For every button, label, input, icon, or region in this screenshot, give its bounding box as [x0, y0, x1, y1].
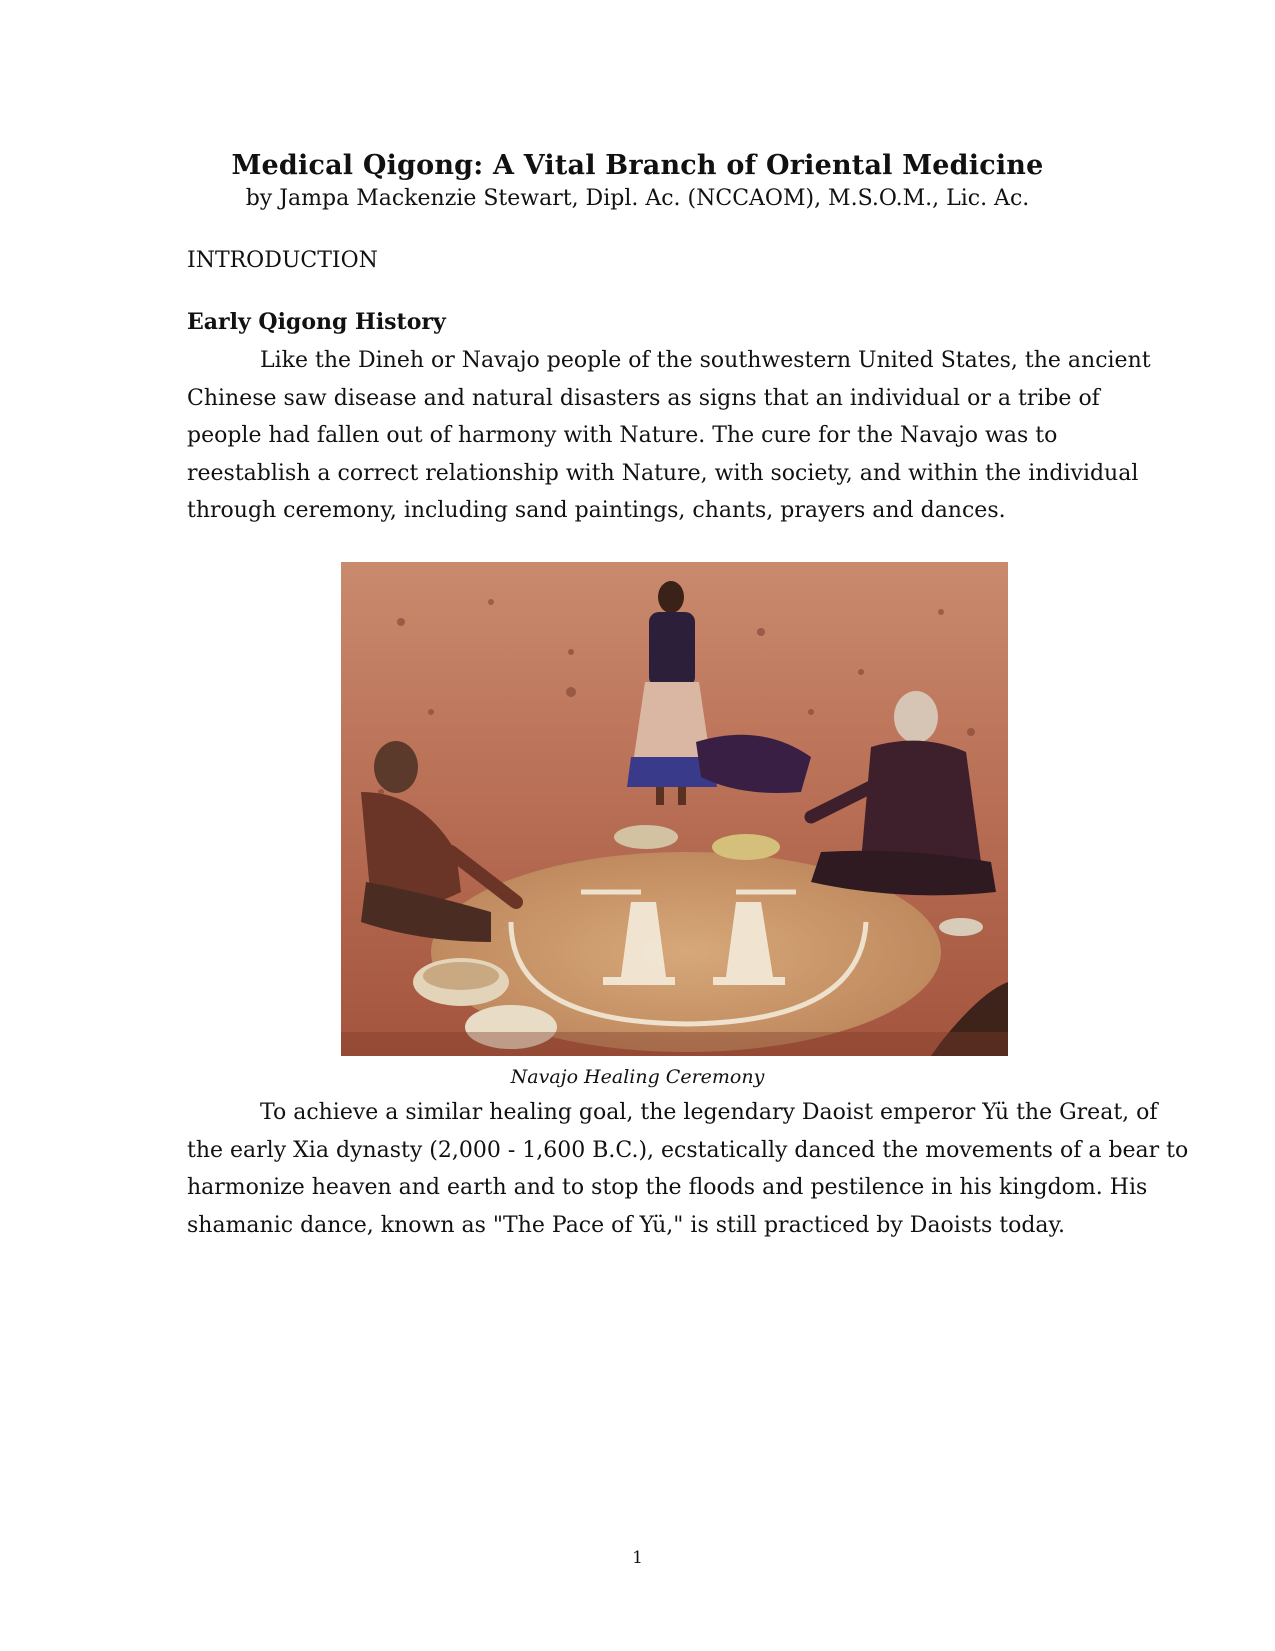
paragraph-line: Like the Dineh or Navajo people of the southwestern United States, the ancient: [260, 348, 1151, 373]
paragraph-line: Chinese saw disease and natural disasters as signs that an individual or a tribe of: [187, 385, 1100, 411]
paragraph-line: To achieve a similar healing goal, the legendary Daoist emperor Yü the Great, of: [260, 1100, 1158, 1125]
page-number: 1: [632, 1548, 643, 1568]
paragraph-line: through ceremony, including sand paintings, chants, prayers and dances.: [187, 498, 1006, 524]
photo-caption: Navajo Healing Ceremony: [510, 1066, 765, 1088]
author-byline: by Jampa Mackenzie Stewart, Dipl. Ac. (NCCAOM), M.S.O.M., Lic. Ac.: [245, 186, 1030, 211]
paragraph-line: harmonize heaven and earth and to stop the floods and pestilence in his kingdom. His: [187, 1175, 1148, 1201]
intro-heading: INTRODUCTION: [187, 248, 378, 273]
paragraph-early-history: [187, 342, 1167, 530]
paragraph-line: the early Xia dynasty (2,000 - 1,600 B.C.), ecstatically danced the movements of a bear to: [187, 1137, 1189, 1163]
paragraph-line: people had fallen out of harmony with Nature. The cure for the Navajo was to: [187, 423, 1058, 449]
section-heading: Early Qigong History: [187, 309, 446, 335]
navajo-ceremony-photo: [341, 562, 1008, 1056]
paragraph-yu-the-great: [187, 1094, 1189, 1244]
document-title: Medical Qigong: A Vital Branch of Oriental Medicine: [231, 150, 1044, 181]
paragraph-line: reestablish a correct relationship with Nature, with society, and within the individual: [187, 460, 1139, 486]
paragraph-line: shamanic dance, known as "The Pace of Yü," is still practiced by Daoists today.: [187, 1212, 1066, 1238]
